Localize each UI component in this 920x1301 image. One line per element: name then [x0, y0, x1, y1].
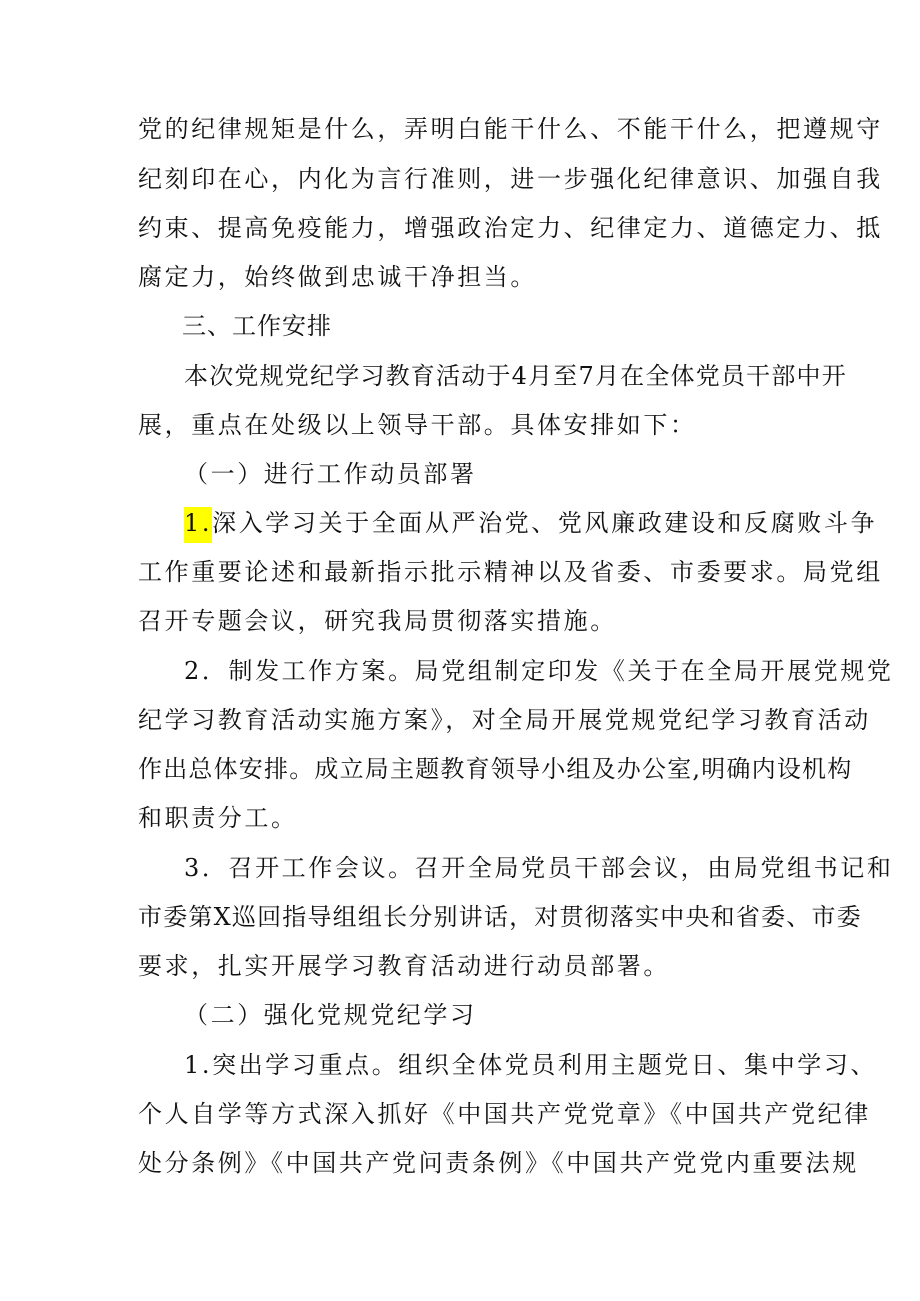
section-heading: 三、工作安排 [182, 312, 332, 340]
body-line: 展，重点在处级以上领导干部。具体安排如下： [138, 411, 697, 439]
list-item-text: 深入学习关于全面从严治党、党风廉政建设和反腐败斗争 [212, 509, 878, 537]
body-line: 和职责分工。 [138, 804, 298, 832]
subsection-heading: （二）强化党规党纪学习 [184, 1001, 477, 1029]
body-line: 召开专题会议，研究我局贯彻落实措施。 [138, 607, 617, 635]
body-line: 纪刻印在心，内化为言行准则，进一步强化纪律意识、加强自我 [138, 165, 883, 193]
body-line: 作出总体安排。成立局主题教育领导小组及办公室,明确内设机构 [138, 755, 853, 783]
body-line: 腐定力，始终做到忠诚干净担当。 [138, 263, 537, 291]
body-line: 要求，扎实开展学习教育活动进行动员部署。 [138, 952, 670, 980]
subsection-heading: （一）进行工作动员部署 [184, 460, 477, 488]
body-line: 工作重要论述和最新指示批示精神以及省委、市委要求。局党组 [138, 558, 883, 586]
body-line: 本次党规党纪学习教育活动于4月至7月在全体党员干部中开 [184, 362, 847, 390]
body-line: 1.突出学习重点。组织全体党员利用主题党日、集中学习、 [184, 1051, 878, 1079]
body-line: 纪学习教育活动实施方案》，对全局开展党规党纪学习教育活动 [138, 706, 871, 734]
body-line [184, 508, 878, 540]
body-line: 约束、提高免疫能力，增强政治定力、纪律定力、道德定力、抵 [138, 214, 883, 242]
body-line: 市委第X巡回指导组组长分别讲话，对贯彻落实中央和省委、市委 [138, 903, 862, 931]
body-line: 党的纪律规矩是什么，弄明白能干什么、不能干什么，把遵规守 [138, 115, 883, 143]
body-line: 个人自学等方式深入抓好《中国共产党党章》《中国共产党纪律 [138, 1100, 871, 1128]
highlighted-list-marker: 1. [184, 507, 212, 543]
body-line: 处分条例》《中国共产党问责条例》《中国共产党党内重要法规 [138, 1149, 859, 1177]
body-line: 3．召开工作会议。召开全局党员干部会议，由局党组书记和 [184, 854, 894, 882]
body-line: 2．制发工作方案。局党组制定印发《关于在全局开展党规党 [184, 657, 894, 685]
